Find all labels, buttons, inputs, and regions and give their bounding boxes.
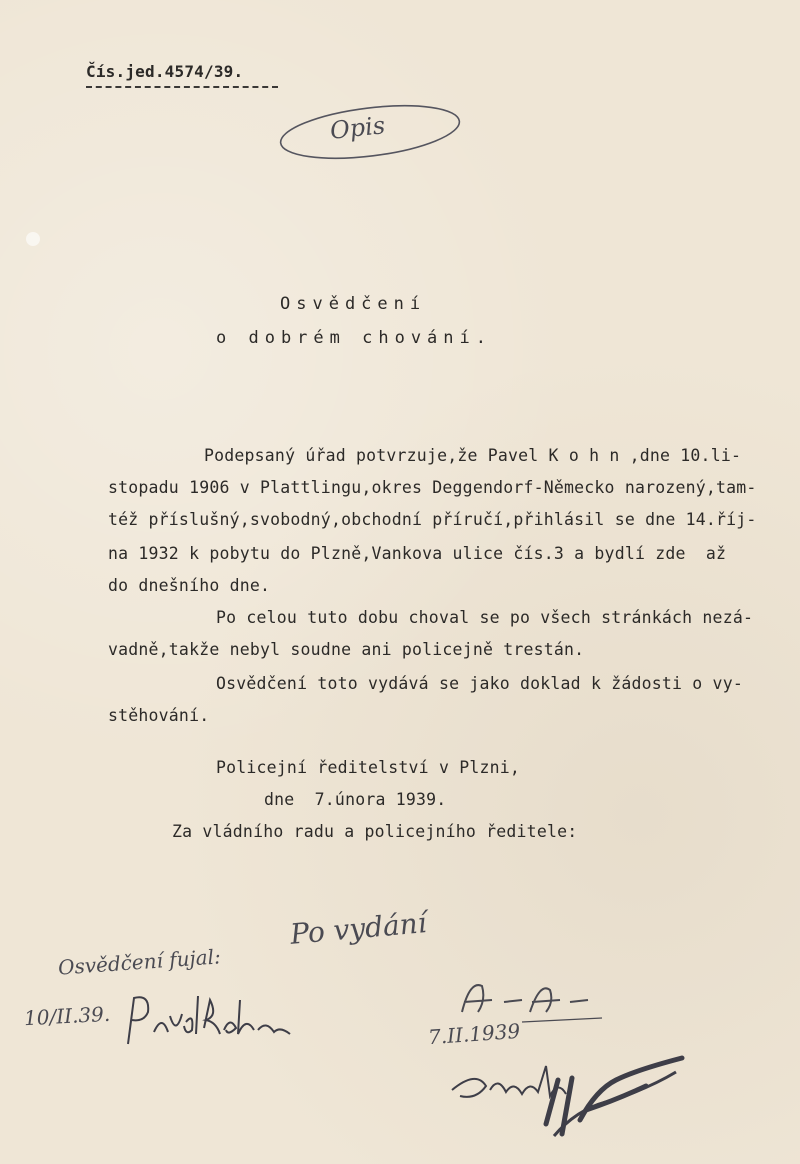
body-line-1: Podepsaný úřad potvrzuje,že Pavel K o h n ,dne 10.li- bbox=[204, 446, 742, 465]
official-initials bbox=[452, 972, 612, 1032]
reference-number: Čís.jed.4574/39. bbox=[86, 62, 244, 81]
closing-office: Policejní ředitelství v Plzni, bbox=[216, 758, 521, 777]
body-line-2: stopadu 1906 v Plattlingu,okres Deggendorf-Německo narozený,tam- bbox=[108, 478, 757, 497]
official-date: 7.II.1939 bbox=[427, 1018, 521, 1050]
body-line-6: Po celou tuto dobu choval se po všech stránkách nezá- bbox=[216, 608, 754, 627]
closing-authority: Za vládního radu a policejního ředitele: bbox=[172, 822, 578, 841]
body-line-7: vadně,takže nebyl soudne ani policejně trestán. bbox=[108, 640, 585, 659]
document-title: Osvědčení bbox=[280, 294, 427, 314]
applicant-signature bbox=[124, 986, 294, 1056]
issued-note: Po vydání bbox=[288, 906, 428, 951]
copy-note: Opis bbox=[328, 111, 387, 145]
body-line-5: do dnešního dne. bbox=[108, 576, 271, 595]
body-line-8: Osvědčení toto vydává se jako doklad k žádosti o vy- bbox=[216, 674, 743, 693]
document-subtitle: o dobrém chování. bbox=[216, 328, 492, 348]
receipt-note: Osvědčení fujal: bbox=[57, 944, 222, 980]
closing-date: dne 7.února 1939. bbox=[264, 790, 447, 809]
body-line-4: na 1932 k pobytu do Plzně,Vankova ulice čís.3 a bydlí zde až bbox=[108, 544, 727, 563]
body-line-3: též příslušný,svobodný,obchodní příručí,přihlásil se dne 14.říj- bbox=[108, 510, 757, 529]
receipt-date: 10/II.39. bbox=[23, 1001, 111, 1031]
paper-blemish bbox=[26, 232, 40, 246]
reference-underline bbox=[86, 86, 278, 88]
body-line-9: stěhování. bbox=[108, 706, 210, 725]
official-signature bbox=[446, 1050, 696, 1150]
